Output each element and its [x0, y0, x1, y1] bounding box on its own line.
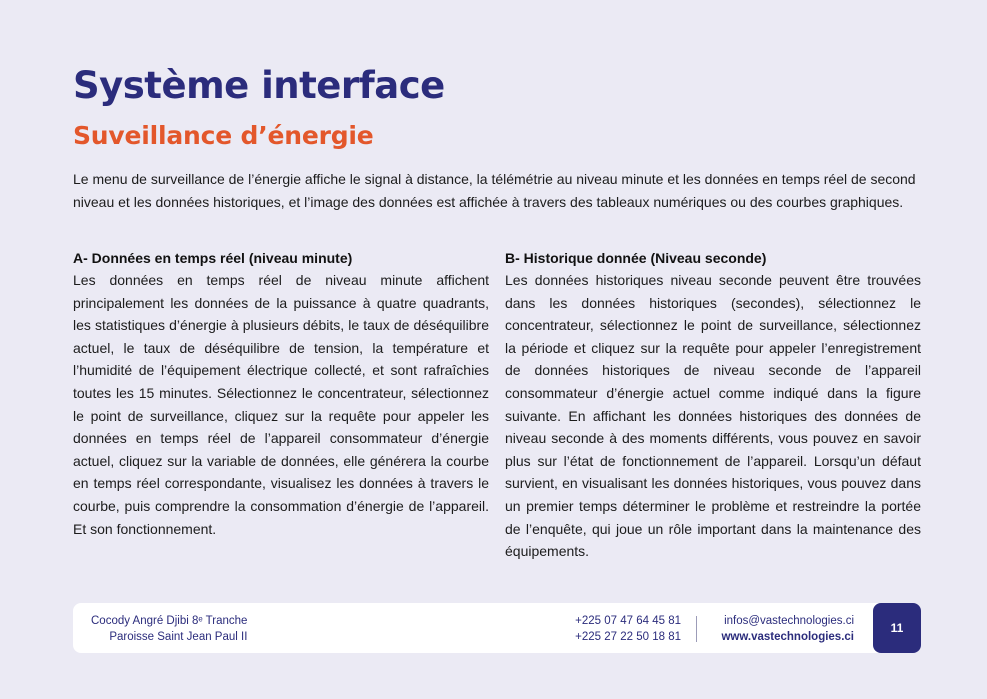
- page-number-badge: 11: [873, 603, 921, 653]
- website-link[interactable]: www.vastechnologies.ci: [721, 630, 854, 643]
- footer-phones: [545, 614, 681, 645]
- section-b: [505, 247, 921, 563]
- footer-bar: [73, 603, 921, 653]
- address-line-1: Cocody Angré Djibi 8ᵉ Tranche: [91, 615, 248, 627]
- section-b-body: Les données historiques niveau seconde peuvent être trouvées dans les données historiques (secondes), sélectionnez le concentrateur, sélectionnez le point de surveillance, sélectionnez la période et cliquez sur la requête pour appeler l’enregistrement de données historiques de niveau seconde de l’appareil consommateur d’énergie actuel comme indiqué dans la figure suivante. En affichant les données historiques des données de niveau seconde à des moments différents, vous pouvez en savoir plus sur l’état de fonctionnement de l’appareil. Lorsqu’un défaut survient, en visualisant les données historiques, vous pouvez dans un premier temps déterminer le problème et restreindre la portée de l’enquête, qui joue un rôle important dans la maintenance des équipements.: [505, 272, 921, 560]
- footer-divider: [696, 616, 697, 642]
- section-a: [73, 247, 489, 540]
- footer-address: [91, 614, 247, 645]
- section-a-heading: A- Données en temps réel (niveau minute): [73, 250, 353, 266]
- address-line-2: Paroisse Saint Jean Paul II: [109, 630, 248, 643]
- page-subtitle: Suveillance d’énergie: [73, 121, 374, 150]
- phone-2[interactable]: +225 27 22 50 18 81: [575, 630, 681, 643]
- email-link[interactable]: infos@vastechnologies.ci: [724, 615, 854, 627]
- page-title: Système interface: [73, 64, 445, 107]
- section-a-body: Les données en temps réel de niveau minute affichent principalement les données de la puissance à quatre quadrants, les statistiques d’énergie à plusieurs débits, le taux de déséquilibre actuel, le taux de déséquilibre de tension, la température et l’humidité de l’équipement électrique collecté, et sont rafraîchies toutes les 15 minutes. Sélectionnez le concentrateur, sélectionnez le point de surveillance, cliquez sur la requête pour appeler les données en temps réel de l’appareil consommateur d’énergie actuel, cliquez sur la variable de données, elle générera la courbe en temps réel correspondante, visualisez les données à travers le courbe, puis comprendre la consommation d’énergie de l’appareil. Et son fonctionnement.: [73, 272, 489, 537]
- footer-contact: [703, 614, 854, 645]
- phone-1[interactable]: +225 07 47 64 45 81: [575, 615, 681, 627]
- section-b-heading: B- Historique donnée (Niveau seconde): [505, 250, 767, 266]
- intro-paragraph: Le menu de surveillance de l’énergie affiche le signal à distance, la télémétrie au niveau minute et les données en temps réel de second niveau et les données historiques, et l’image des données est affichée à travers des tableaux numériques ou des courbes graphiques.: [73, 171, 916, 210]
